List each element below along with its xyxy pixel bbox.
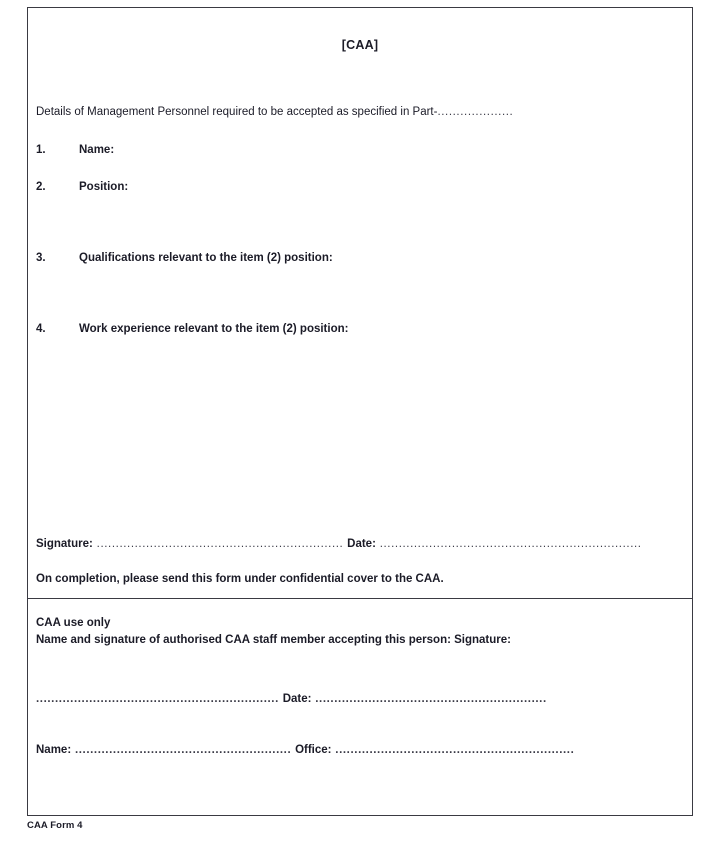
caa-name-dotted-blank[interactable]: ......................................................... xyxy=(71,744,296,756)
caa-office-label: Office: xyxy=(295,744,332,756)
item-4-number: 4. xyxy=(36,323,46,335)
intro-text: Details of Management Personnel required to be accepted as specified in Part- xyxy=(36,106,438,118)
signature-date-line xyxy=(36,538,642,550)
page-title: [CAA] xyxy=(341,38,379,52)
caa-use-only-section xyxy=(28,599,692,815)
caa-name-label: Name: xyxy=(36,744,72,756)
form-outer-box xyxy=(27,7,693,816)
caa-name-office-line xyxy=(36,744,574,756)
form-item-3 xyxy=(36,252,333,264)
caa-use-only-block xyxy=(36,615,511,649)
item-1-number: 1. xyxy=(36,144,46,156)
document-footer: CAA Form 4 xyxy=(27,820,83,831)
item-3-label: Qualifications relevant to the item (2) position: xyxy=(79,252,333,264)
applicant-section xyxy=(28,8,692,599)
signature-dotted-blank[interactable]: ................................................................. xyxy=(92,538,348,550)
form-item-2 xyxy=(36,181,128,193)
form-item-4 xyxy=(36,323,348,335)
caa-use-only-subheading: Name and signature of authorised CAA staff member accepting this person: Signature: xyxy=(36,634,511,646)
caa-date-dotted-blank[interactable]: ............................................................. xyxy=(311,693,547,705)
completion-note: On completion, please send this form under confidential cover to the CAA. xyxy=(36,573,444,585)
caa-office-dotted-blank[interactable]: ............................................................... xyxy=(331,744,575,756)
caa-signature-dotted-blank[interactable]: ................................................................ xyxy=(36,693,283,705)
item-3-number: 3. xyxy=(36,252,46,264)
date-dotted-blank[interactable]: ..................................................................... xyxy=(375,538,642,550)
intro-dotted-blank: .................... xyxy=(437,106,514,118)
caa-date-label: Date: xyxy=(282,693,312,705)
caa-signature-date-line xyxy=(36,693,547,705)
intro-paragraph xyxy=(36,106,513,118)
item-1-label: Name: xyxy=(79,144,115,156)
caa-use-only-heading: CAA use only xyxy=(36,617,111,629)
signature-label: Signature: xyxy=(36,538,93,550)
date-label: Date: xyxy=(347,538,376,550)
item-2-label: Position: xyxy=(79,181,129,193)
item-4-label: Work experience relevant to the item (2) position: xyxy=(79,323,349,335)
item-2-number: 2. xyxy=(36,181,46,193)
form-item-1 xyxy=(36,144,114,156)
